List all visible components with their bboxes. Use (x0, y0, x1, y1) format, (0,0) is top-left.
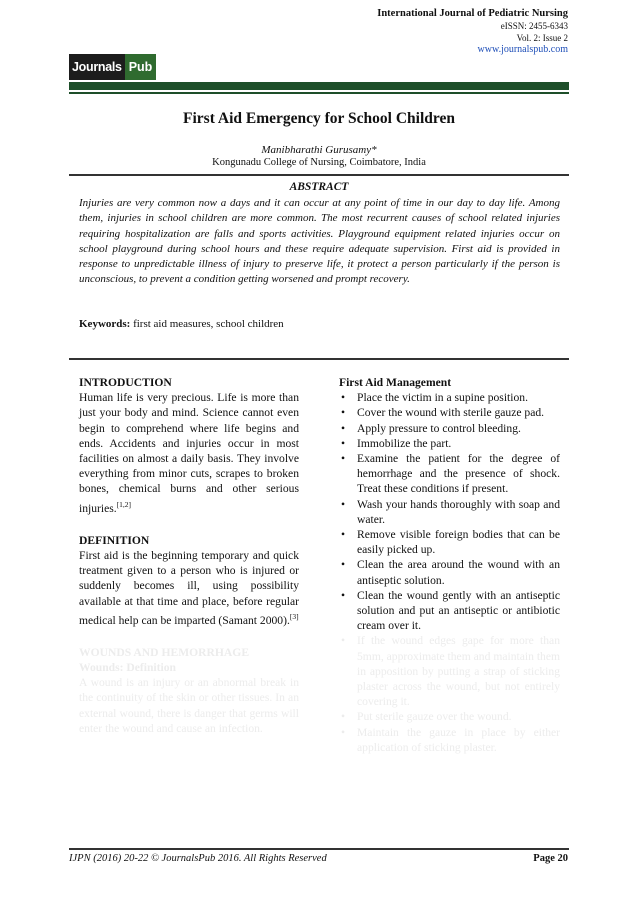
logo-right-text: Pub (125, 54, 157, 80)
list-item: • If the wound edges gape for more than 5mm, approximate them and maintain them in apposition by putting a strap of sticking plaster across the wound, but not entirely covering it. (339, 633, 560, 709)
list-item: • Apply pressure to control bleeding. (339, 421, 560, 436)
volume-issue: Vol. 2: Issue 2 (516, 33, 568, 43)
wounds-text: A wound is an injury or an abnormal break in the continuity of the skin or other tissues. In an external wound, there is danger that germs will enter the wound and cause an infection. (79, 676, 299, 735)
header-bar (69, 82, 569, 90)
abstract-text: Injuries are very common now a days and it can occur at any point of time in our day to day life. Among them, injuries in school children are more common. The most recurrent causes of school related injuries requiring hospitalization are falls and sports activities. Playground equipment related injuries occur on school playground during school hours and these require adequate supervision. First aid is provided in response to unpredictable illness of injury to preserve life, it protect a person particularly if the person is unconscious, to prevent a condition getting worsened and prompt recovery. (79, 197, 560, 286)
list-item: • Put sterile gauze over the wound. (339, 709, 560, 724)
keywords-text: first aid measures, school children (133, 318, 284, 330)
footer-rule (69, 848, 569, 850)
intro-citation: [1,2] (116, 499, 132, 509)
paper-title: First Aid Emergency for School Children (183, 110, 455, 127)
keywords (79, 318, 284, 330)
introduction-heading: INTRODUCTION (79, 376, 172, 389)
definition-heading: DEFINITION (79, 533, 150, 547)
list-item: • Remove visible foreign bodies that can be easily picked up. (339, 527, 560, 557)
introduction-text: Human life is very precious. Life is more than just your body and mind. Science cannot even begin to comprehend where life begins and ends. Accidents and injuries occur in most facilities on almost a daily basis. They involve everything from minor cuts, scrapes to broken bones, chemical burns and other serious injuries.[1,2] (79, 391, 299, 515)
list-item: • Clean the area around the wound with an antiseptic solution. (339, 557, 560, 587)
list-item: • Wash your hands thoroughly with soap and water. (339, 497, 560, 527)
author: Manibharathi Gurusamy* (261, 144, 377, 156)
list-item: • Immobilize the part. (339, 436, 560, 451)
abstract-heading: ABSTRACT (289, 181, 349, 193)
keywords-label: Keywords: (79, 318, 131, 330)
journalspub-logo (69, 54, 151, 80)
footer-citation: IJPN (2016) 20-22 © JournalsPub 2016. All Rights Reserved (69, 853, 327, 864)
logo-left-text: Journals (69, 54, 125, 80)
definition-text: First aid is the beginning temporary and quick treatment given to a person who is injured or suddenly becomes ill, using possibility available at that time and place, before regular medical help can be imparted (Samant 2000).[3] (79, 548, 299, 627)
definition-citation: [3] (289, 611, 299, 621)
wounds-heading: WOUNDS AND HEMORRHAGE (79, 645, 250, 659)
list-item: • Maintain the gauze in place by either application of sticking plaster. (339, 725, 560, 755)
issn: eISSN: 2455-6343 (500, 21, 568, 31)
journal-name: International Journal of Pediatric Nursing (377, 8, 568, 19)
abstract-top-rule (69, 174, 569, 176)
left-column (79, 375, 299, 736)
journal-url[interactable]: www.journalspub.com (477, 44, 568, 55)
list-item: • Cover the wound with sterile gauze pad. (339, 405, 560, 420)
header-bar-thin (69, 92, 569, 94)
list-item: • Clean the wound gently with an antiseptic solution and put an antiseptic or antibiotic cream over it. (339, 588, 560, 634)
first-aid-heading: First Aid Management (339, 376, 452, 389)
abstract-bottom-rule (69, 358, 569, 360)
page-number: Page 20 (533, 853, 568, 864)
right-column (339, 375, 560, 755)
journal-header (377, 8, 568, 56)
first-aid-list (339, 390, 560, 633)
wounds-subheading: Wounds: Definition (79, 660, 176, 674)
affiliation: Kongunadu College of Nursing, Coimbatore, India (212, 157, 426, 168)
first-aid-list-faded (339, 633, 560, 755)
list-item: • Place the victim in a supine position. (339, 390, 560, 405)
list-item: • Examine the patient for the degree of hemorrhage and the presence of shock. Treat these conditions if present. (339, 451, 560, 497)
